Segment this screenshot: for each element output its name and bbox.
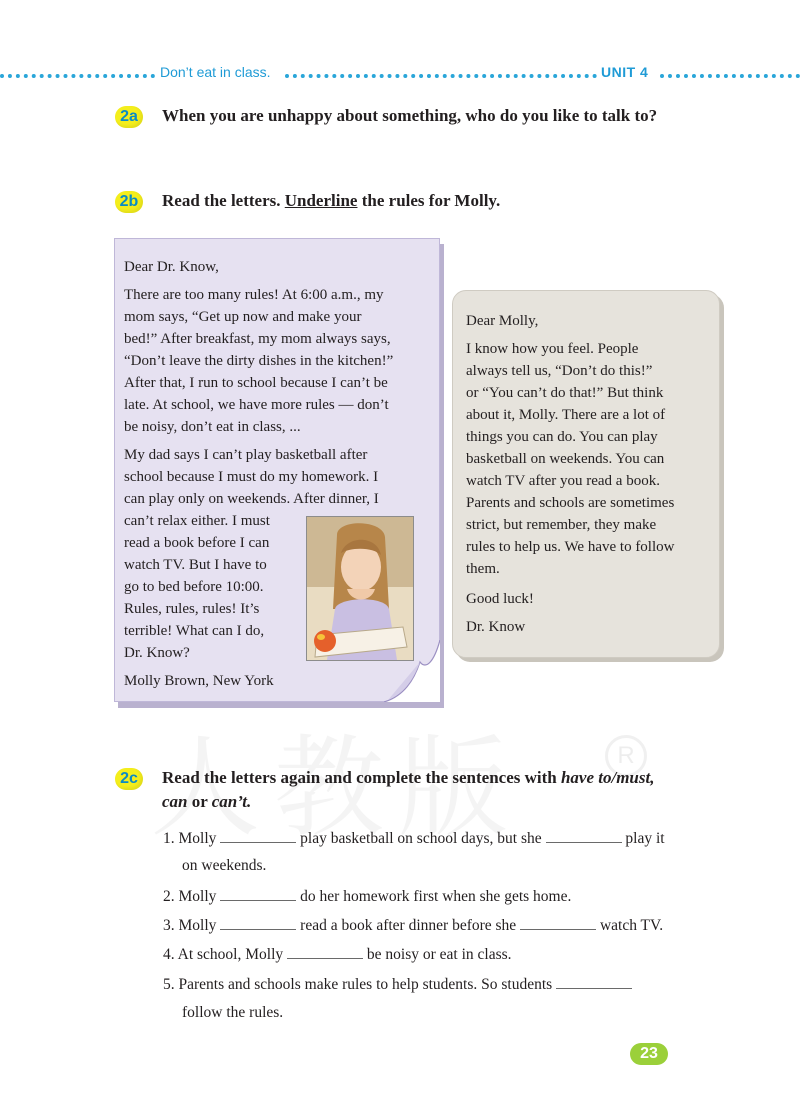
molly-signature: Molly Brown, New York: [124, 673, 274, 689]
answer-blank[interactable]: [546, 828, 622, 843]
drknow-line: basketball on weekends. You can: [466, 451, 665, 467]
molly-p2-line: My dad says I can’t play basketball after: [124, 447, 368, 463]
sentence-5-continued: follow the rules.: [182, 1004, 284, 1021]
drknow-line: about it, Molly. There are a lot of: [466, 407, 666, 423]
lesson-title: Don’t eat in class.: [160, 64, 271, 80]
instruction-2a: When you are unhappy about something, who do you like to talk to?: [162, 106, 658, 125]
molly-p2-line: read a book before I can: [124, 535, 270, 551]
sentence-3: 3. Molly read a book after dinner before she watch TV.: [163, 917, 664, 934]
molly-p1-line: late. At school, we have more rules — don’t: [124, 397, 389, 413]
page-number: 23: [630, 1043, 668, 1065]
header-dots-left: [0, 74, 155, 78]
molly-p2-line: watch TV. But I have to: [124, 557, 267, 573]
header-dots-right: [660, 74, 800, 78]
drknow-greeting: Dear Molly,: [466, 313, 539, 329]
drknow-signature: Dr. Know: [466, 619, 526, 635]
molly-p1-line: be noisy, don’t eat in class, ...: [124, 419, 301, 435]
molly-p2-line: Rules, rules, rules! It’s: [124, 601, 260, 617]
unit-label: UNIT 4: [601, 64, 649, 80]
sentence-1: 1. Molly play basketball on school days, but she play it: [163, 830, 665, 847]
answer-blank[interactable]: [556, 974, 632, 989]
molly-p1-line: After that, I run to school because I can’t be: [124, 375, 388, 391]
drknow-line: or “You can’t do that!” But think: [466, 385, 664, 401]
drknow-line: Parents and schools are sometimes: [466, 495, 675, 511]
drknow-line: things you can do. You can play: [466, 429, 658, 445]
molly-greeting: Dear Dr. Know,: [124, 259, 219, 275]
molly-p2-line: Dr. Know?: [124, 645, 190, 661]
badge-2b: 2b: [115, 191, 143, 213]
drknow-line: rules to help us. We have to follow: [466, 539, 675, 555]
girl-reading-photo: [306, 516, 414, 661]
drknow-line: strict, but remember, they make: [466, 517, 657, 533]
instruction-2c-line2: can or can’t.: [162, 792, 252, 811]
header-dots-middle: [285, 74, 597, 78]
molly-p1-line: There are too many rules! At 6:00 a.m., my: [124, 287, 384, 303]
molly-p2-line: can play only on weekends. After dinner, I: [124, 491, 379, 507]
molly-p2-line: go to bed before 10:00.: [124, 579, 264, 595]
badge-2a: 2a: [115, 106, 143, 128]
answer-blank[interactable]: [520, 915, 596, 930]
drknow-line: them.: [466, 561, 500, 577]
drknow-line: I know how you feel. People: [466, 341, 639, 357]
girl-reading-icon: [307, 517, 413, 660]
registered-mark-icon: R: [605, 735, 647, 777]
drknow-line: always tell us, “Don’t do this!”: [466, 363, 653, 379]
molly-p2-line: terrible! What can I do,: [124, 623, 265, 639]
drknow-closing: Good luck!: [466, 591, 534, 607]
molly-p1-line: mom says, “Get up now and make your: [124, 309, 362, 325]
instruction-2b: Read the letters. Underline the rules for Molly.: [162, 191, 501, 210]
underline-word: Underline: [284, 191, 358, 210]
answer-blank[interactable]: [220, 886, 296, 901]
badge-2c: 2c: [115, 768, 143, 790]
drknow-line: watch TV after you read a book.: [466, 473, 660, 489]
answer-blank[interactable]: [220, 915, 296, 930]
molly-p2-line: school because I must do my homework. I: [124, 469, 379, 485]
instruction-2c-line1: Read the letters again and complete the sentences with have to/must,: [162, 768, 655, 787]
sentence-2: 2. Molly do her homework first when she gets home.: [163, 888, 572, 905]
molly-p2-line: can’t relax either. I must: [124, 513, 270, 529]
sentence-1-continued: on weekends.: [182, 857, 267, 874]
molly-p1-line: bed!” After breakfast, my mom always says,: [124, 331, 391, 347]
sentence-4: 4. At school, Molly be noisy or eat in class.: [163, 946, 512, 963]
sentence-5: 5. Parents and schools make rules to help students. So students: [163, 974, 632, 994]
molly-p1-line: “Don’t leave the dirty dishes in the kitchen!”: [124, 353, 394, 369]
answer-blank[interactable]: [220, 828, 296, 843]
answer-blank[interactable]: [287, 944, 363, 959]
